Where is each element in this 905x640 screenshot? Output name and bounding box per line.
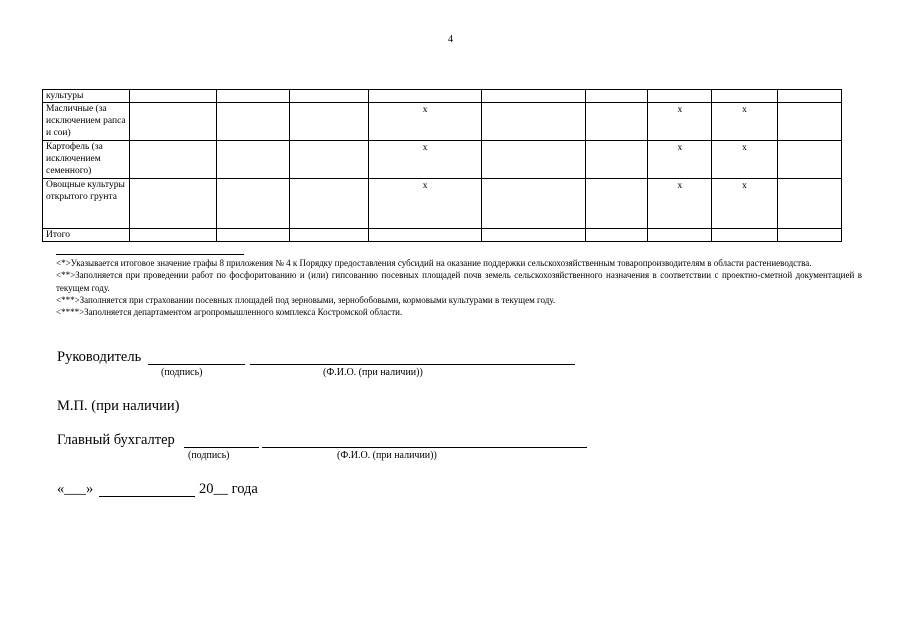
table-cell: [481, 90, 585, 103]
table-row: [43, 229, 842, 242]
table-cell-x: x: [712, 141, 777, 179]
row-label: Итого: [43, 229, 130, 242]
table-cell: [130, 229, 216, 242]
table-cell: [586, 90, 648, 103]
table-cell: [481, 141, 585, 179]
table-cell: [130, 141, 216, 179]
footnote: <*>Указывается итоговое значение графы 8 приложения № 4 к Порядку предоставления субсидий на оказание поддержки сельскохозяйственным товаропроизводителям в области растениеводства.: [56, 258, 812, 268]
table-cell: [777, 229, 841, 242]
table-cell: [586, 103, 648, 141]
table-cell: [216, 103, 290, 141]
table-cell: [777, 103, 841, 141]
table-row: [43, 141, 842, 179]
table-cell: [290, 90, 369, 103]
table-cell-x: x: [712, 103, 777, 141]
table-cell: [130, 103, 216, 141]
table-cell: [216, 90, 290, 103]
table-cell-x: x: [369, 141, 482, 179]
accountant-signature-caption: (подпись): [188, 450, 230, 461]
table-cell-x: x: [369, 179, 482, 229]
table-cell: [648, 229, 712, 242]
stamp-label: М.П. (при наличии): [57, 398, 180, 414]
table-cell: [290, 179, 369, 229]
table-cell-x: x: [369, 103, 482, 141]
table-cell-x: x: [648, 179, 712, 229]
accountant-name-line: [262, 447, 587, 448]
accountant-name-caption: (Ф.И.О. (при наличии)): [337, 450, 437, 461]
accountant-label: Главный бухгалтер: [57, 432, 175, 448]
table-cell: [216, 229, 290, 242]
table-cell: [777, 141, 841, 179]
table-cell: [481, 179, 585, 229]
table-cell: [777, 179, 841, 229]
table-row: [43, 103, 842, 141]
row-label: Овощные культуры открытого грунта: [43, 179, 130, 229]
page-number: 4: [448, 34, 453, 45]
table-cell: [648, 90, 712, 103]
table-cell-x: x: [648, 141, 712, 179]
row-label: культуры: [43, 90, 130, 103]
head-signature-line: [148, 364, 245, 365]
date-year: 20__ года: [199, 481, 258, 497]
footnote-divider: [56, 254, 244, 255]
table-cell-x: x: [712, 179, 777, 229]
head-signature-caption: (подпись): [161, 367, 203, 378]
table-row: [43, 179, 842, 229]
table-cell: [130, 179, 216, 229]
table-cell: [290, 229, 369, 242]
row-label: Масличные (за исключением рапса и сои): [43, 103, 130, 141]
table-cell: [290, 103, 369, 141]
table-cell: [481, 103, 585, 141]
row-label: Картофель (за исключением семенного): [43, 141, 130, 179]
table-cell: [369, 90, 482, 103]
table-cell-x: x: [648, 103, 712, 141]
date-day: «___»: [57, 481, 94, 497]
table-row: [43, 90, 842, 103]
subsidy-table: [42, 89, 842, 242]
table-cell: [369, 229, 482, 242]
table-cell: [712, 229, 777, 242]
head-label: Руководитель: [57, 349, 142, 365]
table-cell: [481, 229, 585, 242]
table-cell: [216, 141, 290, 179]
date-month-line: [99, 496, 195, 497]
accountant-signature-line: [184, 447, 259, 448]
footnote: <***>Заполняется при страховании посевных площадей под зерновыми, зернобобовыми, кормовыми культурами в текущем году.: [56, 294, 556, 305]
footnotes: [56, 257, 862, 318]
head-name-caption: (Ф.И.О. (при наличии)): [323, 367, 423, 378]
table-cell: [130, 90, 216, 103]
table-cell: [216, 179, 290, 229]
head-name-line: [250, 364, 575, 365]
table-cell: [586, 141, 648, 179]
table-cell: [712, 90, 777, 103]
table-cell: [777, 90, 841, 103]
table-cell: [586, 179, 648, 229]
table-cell: [586, 229, 648, 242]
footnote: <**>Заполняется при проведении работ по фосфоритованию и (или) гипсованию посевных площадей почв земель сельскохозяйственного назначения в соответствии с проектно-сметной документацией в текущем году.: [56, 270, 862, 293]
table-cell: [290, 141, 369, 179]
footnote: <****>Заполняется департаментом агропромышленного комплекса Костромской области.: [56, 307, 403, 318]
